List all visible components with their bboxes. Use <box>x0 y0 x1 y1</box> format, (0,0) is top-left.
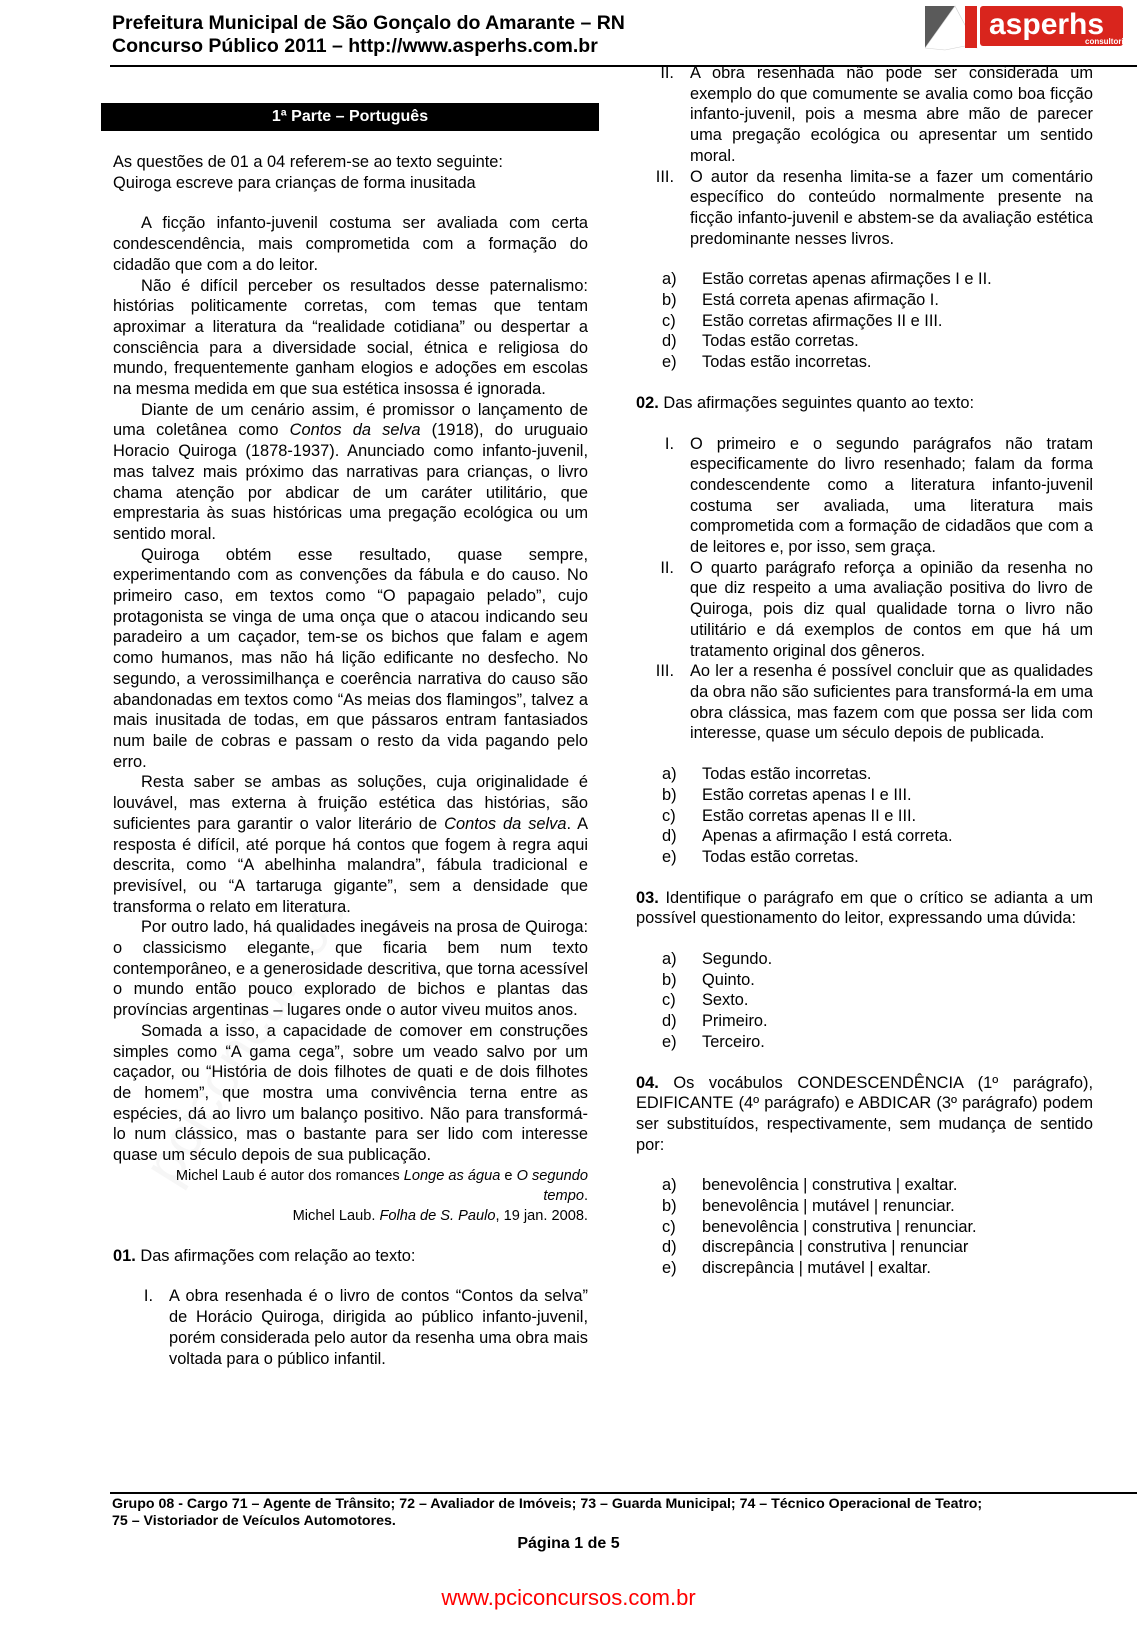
option-d[interactable]: d) discrepância | construtiva | renunciar <box>662 1238 969 1257</box>
question-01-stem: 01. Das afirmações com relação ao texto: <box>113 1246 416 1265</box>
question-02-stem: 02. Das afirmações seguintes quanto ao texto: <box>636 393 975 412</box>
option-d[interactable]: d) Apenas a afirmação I está correta. <box>662 827 953 846</box>
footer-divider <box>110 1492 1137 1494</box>
footer-groups-line-2: 75 – Vistoriador de Veículos Automotores. <box>112 1513 396 1529</box>
question-number: 04. <box>636 1073 659 1092</box>
paragraph-5: Resta saber se ambas as soluções, cuja originalidade é louvável, mas externa à fruição estética das histórias, são suficientes para garantir o valor literário de Contos da selva. A resposta é difícil, até porque há contos que fogem à regra aqui descrita, como “A abelhinha malandra”, fábula tradicional e previsível, ou “A tartaruga gigante”, sem a densidade que transforma o relato em literatura. <box>113 773 589 916</box>
option-e[interactable]: e) Terceiro. <box>662 1032 765 1051</box>
author-note: Michel Laub é autor dos romances Longe as água e O segundo tempo. <box>175 1167 588 1204</box>
svg-text:consultoria: consultoria <box>1085 37 1125 46</box>
question-03-options <box>640 949 1093 1053</box>
paragraph-2: Não é difícil perceber os resultados desse paternalismo: histórias politicamente corretas, com temas que tentam aproximar a literatura da “realidade cotidiana” ou despertar a consciência para a diversidade social, étnica e religiosa do mundo, frequentemente ganham elogios e adoções em escolas na mesma medida em que sua estética insossa é ignorada. <box>113 276 588 399</box>
option-b[interactable]: b) Estão corretas apenas I e III. <box>662 785 912 804</box>
option-e[interactable]: e) discrepância | mutável | exaltar. <box>662 1259 931 1278</box>
page-number: Página 1 de 5 <box>517 1535 620 1552</box>
question-number: 02. <box>636 393 659 412</box>
header-line-1: Prefeitura Municipal de São Gonçalo do Amarante – RN <box>112 12 625 34</box>
text-title: Quiroga escreve para crianças de forma inusitada <box>113 173 476 192</box>
site-url-link[interactable]: www.pciconcursos.com.br <box>441 1585 696 1610</box>
option-a[interactable]: a) Segundo. <box>662 950 773 969</box>
option-b[interactable]: b) Está correta apenas afirmação I. <box>662 291 939 310</box>
question-01-statements-cont <box>640 63 1093 249</box>
question-01-statements <box>113 1286 588 1369</box>
statement-item: II. A obra resenhada não pode ser considerada um exemplo do que comumente se avalia como boa ficção infanto-juvenil, pois a mesma abre mão de parecer uma pregação ecológica ou apresentar um sentido moral. <box>660 64 1093 165</box>
statement-item: II. O quarto parágrafo reforça a opinião da resenha no que diz respeito a uma avaliação positiva do livro de Quiroga, pois diz qual qualidade torna o livro não utilitário e dá exemplos de contos em que há um tratamento original dos gêneros. <box>660 558 1093 660</box>
footer-groups-line-1: Grupo 08 - Cargo 71 – Agente de Trânsito; 72 – Avaliador de Imóveis; 73 – Guarda Municipal; 74 – Técnico Operacional de Teatro; <box>112 1496 983 1512</box>
question-02-options <box>640 764 1093 868</box>
footer-groups <box>112 1496 1132 1530</box>
intro <box>113 152 588 193</box>
question-02-statements <box>640 434 1093 745</box>
page-header <box>112 12 625 58</box>
question-01-options <box>640 269 1093 373</box>
statement-item: III. O autor da resenha limita-se a fazer um comentário específico do conteúdo normalmente presente na ficção infanto-juvenil e abstem-se da avaliação estética predominante nesses livros. <box>655 167 1093 248</box>
paragraph-4: Quiroga obtém esse resultado, quase sempre, experimentando com as convenções da fábula e do causo. No primeiro caso, em textos como “O papagaio pelado”, cujo protagonista se vinga de uma onça que o atacou indicando seu paradeiro a um caçador, tem-se os bichos que falam e agem como humanos, mas não há lição edificante no desfecho. No segundo, a verossimilhança e coerência narrativa do causo são abandonadas em textos como “As meias dos flamingos”, talvez a mais inusitada de todas, em que pássaros entram fantasiados num baile de cobras e passam o resto da vida pagando pelo erro. <box>113 545 588 771</box>
option-c[interactable]: c) Estão corretas apenas II e III. <box>662 806 917 825</box>
option-a[interactable]: a) benevolência | construtiva | exaltar. <box>662 1176 958 1195</box>
right-column <box>636 63 1093 1279</box>
section-title: 1ª Parte – Português <box>101 103 599 131</box>
option-c[interactable]: c) Estão corretas afirmações II e III. <box>662 311 943 330</box>
question-number: 03. <box>636 888 659 907</box>
option-e[interactable]: e) Todas estão corretas. <box>662 847 859 866</box>
question-number: 01. <box>113 1246 136 1265</box>
statement-item: I. O primeiro e o segundo parágrafos não tratam especificamente do livro resenhado; falam da forma condescendente como a literatura infanto-juvenil costuma ser avaliada, uma literatura mais comprometida com a formação de cidadãos que com a de leitores e, por isso, sem graça. <box>664 434 1093 557</box>
intro-line-1: As questões de 01 a 04 referem-se ao texto seguinte: <box>113 153 503 171</box>
paragraph-7: Somada a isso, a capacidade de comover em construções simples como “A gama cega”, sobre um veado salvo por um caçador, ou “História de dois filhotes de quati e de dois filhotes de homem”, que mostra uma convivência terna entre as espécies, dá ao livro um balanço positivo. Não para transformá-lo num clássico, mas o bastante para ser lido com interesse quase um século depois de sua publicação. <box>113 1021 588 1165</box>
paragraph-6: Por outro lado, há qualidades inegáveis na prosa de Quiroga: o classicismo elegante, que ficaria bem num texto contemporâneo, e a generosidade descritiva, que torna acessível o mundo então pouco explorado de bichos e plantas das províncias argentinas – lugares onde o autor viveu muitos anos. <box>113 918 588 1020</box>
option-e[interactable]: e) Todas estão incorretas. <box>662 353 872 372</box>
triangle-logo-icon <box>925 2 1125 54</box>
question-03-stem: 03. Identifique o parágrafo em que o crítico se adianta a um possível questionamento do leitor, expressando uma dúvida: <box>636 888 1093 928</box>
source-citation: Michel Laub. Folha de S. Paulo, 19 jan. 2008. <box>292 1207 588 1224</box>
header-line-2: Concurso Público 2011 – http://www.asperhs.com.br <box>112 35 598 57</box>
option-a[interactable]: a) Todas estão incorretas. <box>662 765 872 784</box>
asperhs-logo <box>925 2 1125 54</box>
statement-item: III. Ao ler a resenha é possível concluir que as qualidades da obra não são suficientes para transformá-la em uma obra clássica, mas fazem com que possa ser lida com interesse, quase um século depois de publicada. <box>655 662 1093 743</box>
book-title: Contos da selva <box>444 814 567 833</box>
paragraph-1: A ficção infanto-juvenil costuma ser avaliada com certa condescendência, mais comprometida com a formação do cidadão que com a do leitor. <box>113 214 588 274</box>
option-c[interactable]: c) Sexto. <box>662 991 749 1010</box>
left-column <box>113 152 588 1369</box>
paragraph-3: Diante de um cenário assim, é promissor o lançamento de uma coletânea como Contos da selva (1918), do uruguaio Horacio Quiroga (1878-1937). Anunciado como infanto-juvenil, mas talvez mais próximo das narrativas para crianças, o livro chama atenção por abdicar de um caráter utilitário, que emprestaria às suas históricas uma pregação ecológica ou um sentido moral. <box>113 400 589 543</box>
option-b[interactable]: b) benevolência | mutável | renunciar. <box>662 1197 955 1216</box>
question-04-options <box>640 1175 1093 1279</box>
statement-item: I. A obra resenhada é o livro de contos “Contos da selva” de Horácio Quiroga, dirigida ao público infanto-juvenil, porém considerada pelo autor da resenha uma obra mais voltada para o público infantil. <box>143 1287 588 1368</box>
option-c[interactable]: c) benevolência | construtiva | renunciar. <box>662 1217 977 1236</box>
option-d[interactable]: d) Todas estão corretas. <box>662 332 859 351</box>
svg-text:asperhs: asperhs <box>989 8 1105 41</box>
question-04-stem: 04. Os vocábulos CONDESCENDÊNCIA (1º parágrafo), EDIFICANTE (4º parágrafo) e ABDICAR (3º parágrafo) podem ser substituídos, respectivamente, sem mudança de sentido por: <box>636 1073 1093 1154</box>
option-a[interactable]: a) Estão corretas apenas afirmações I e II. <box>662 270 992 289</box>
book-title: Contos da selva <box>289 421 421 440</box>
option-d[interactable]: d) Primeiro. <box>662 1012 768 1031</box>
option-b[interactable]: b) Quinto. <box>662 970 755 989</box>
